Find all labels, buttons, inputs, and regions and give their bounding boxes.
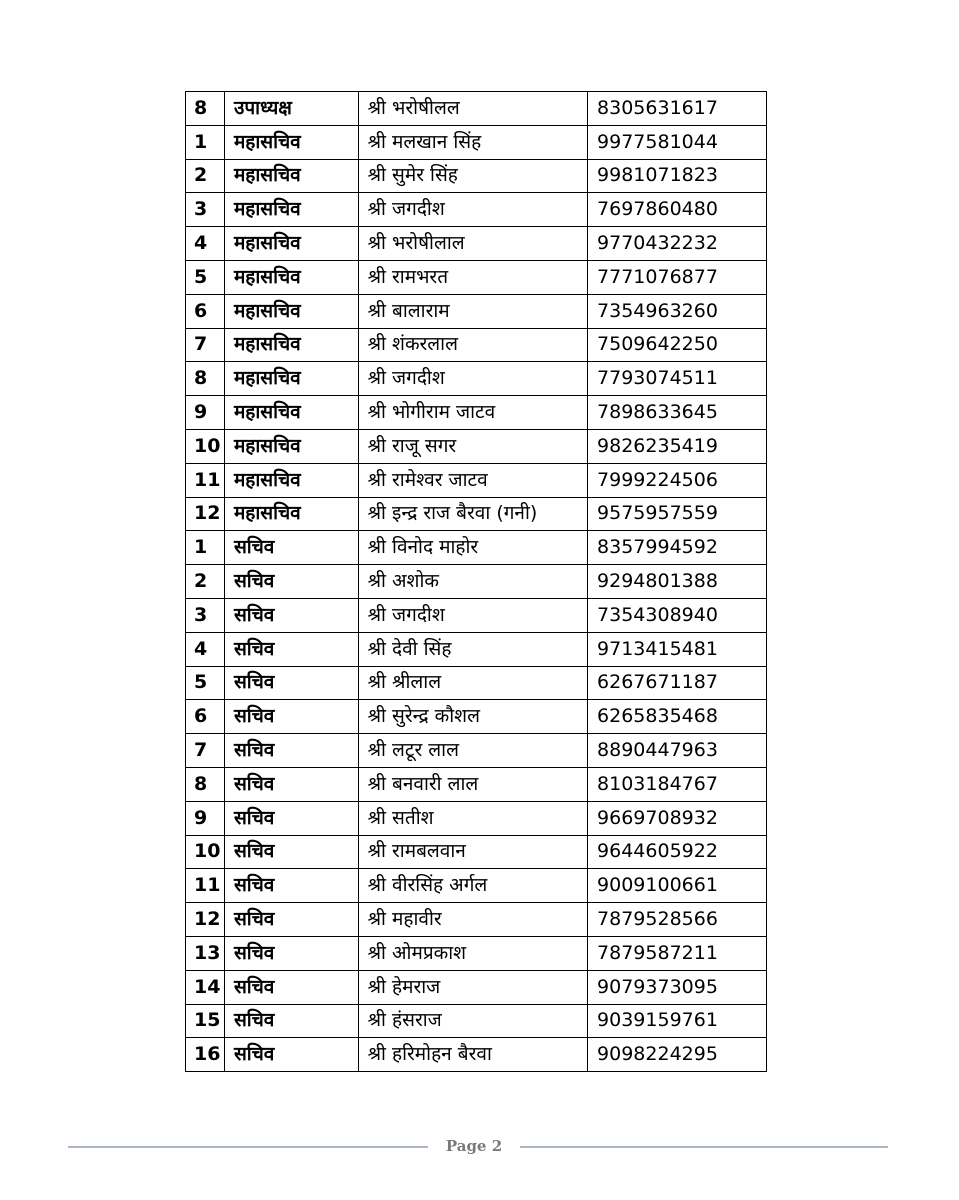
footer-divider-left — [68, 1146, 428, 1148]
post-cell: महासचिव — [224, 125, 358, 159]
serial-number-cell: 12 — [186, 903, 225, 937]
post-cell: महासचिव — [224, 227, 358, 261]
member-name-cell: श्री बनवारी लाल — [358, 767, 587, 801]
member-name-cell: श्री लटूर लाल — [358, 734, 587, 768]
phone-number-cell: 7999224506 — [588, 463, 767, 497]
serial-number-cell: 8 — [186, 362, 225, 396]
serial-number-cell: 9 — [186, 396, 225, 430]
table-row — [186, 396, 767, 430]
serial-number-cell: 2 — [186, 565, 225, 599]
member-name-cell: श्री जगदीश — [358, 362, 587, 396]
phone-number-cell: 9079373095 — [588, 970, 767, 1004]
phone-number-cell: 9981071823 — [588, 159, 767, 193]
table-row — [186, 598, 767, 632]
member-name-cell: श्री सुरेन्द्र कौशल — [358, 700, 587, 734]
table-row — [186, 700, 767, 734]
serial-number-cell: 8 — [186, 92, 225, 126]
phone-number-cell: 9977581044 — [588, 125, 767, 159]
post-cell: महासचिव — [224, 260, 358, 294]
member-name-cell: श्री राजू सगर — [358, 429, 587, 463]
footer-divider-right — [520, 1146, 888, 1148]
table-row — [186, 294, 767, 328]
member-name-cell: श्री भरोषीलाल — [358, 227, 587, 261]
member-name-cell: श्री अशोक — [358, 565, 587, 599]
post-cell: सचिव — [224, 565, 358, 599]
member-name-cell: श्री सतीश — [358, 801, 587, 835]
table-row — [186, 362, 767, 396]
table-row — [186, 666, 767, 700]
member-name-cell: श्री विनोद माहोर — [358, 531, 587, 565]
members-table-body — [186, 92, 767, 1072]
serial-number-cell: 5 — [186, 260, 225, 294]
table-row — [186, 835, 767, 869]
serial-number-cell: 16 — [186, 1038, 225, 1072]
phone-number-cell: 9009100661 — [588, 869, 767, 903]
serial-number-cell: 4 — [186, 632, 225, 666]
table-row — [186, 125, 767, 159]
phone-number-cell: 9039159761 — [588, 1004, 767, 1038]
post-cell: सचिव — [224, 835, 358, 869]
serial-number-cell: 7 — [186, 734, 225, 768]
post-cell: सचिव — [224, 801, 358, 835]
table-row — [186, 767, 767, 801]
table-row — [186, 193, 767, 227]
member-name-cell: श्री रामबलवान — [358, 835, 587, 869]
phone-number-cell: 8305631617 — [588, 92, 767, 126]
phone-number-cell: 9826235419 — [588, 429, 767, 463]
phone-number-cell: 7354308940 — [588, 598, 767, 632]
post-cell: महासचिव — [224, 362, 358, 396]
post-cell: महासचिव — [224, 396, 358, 430]
serial-number-cell: 11 — [186, 463, 225, 497]
table-row — [186, 1004, 767, 1038]
serial-number-cell: 9 — [186, 801, 225, 835]
phone-number-cell: 9098224295 — [588, 1038, 767, 1072]
phone-number-cell: 6265835468 — [588, 700, 767, 734]
phone-number-cell: 7771076877 — [588, 260, 767, 294]
post-cell: महासचिव — [224, 193, 358, 227]
post-cell: महासचिव — [224, 159, 358, 193]
serial-number-cell: 1 — [186, 125, 225, 159]
member-name-cell: श्री मलखान सिंह — [358, 125, 587, 159]
table-row — [186, 903, 767, 937]
member-name-cell: श्री इन्द्र राज बैरवा (गनी) — [358, 497, 587, 531]
member-name-cell: श्री सुमेर सिंह — [358, 159, 587, 193]
member-name-cell: श्री भोगीराम जाटव — [358, 396, 587, 430]
serial-number-cell: 13 — [186, 936, 225, 970]
member-name-cell: श्री हंसराज — [358, 1004, 587, 1038]
table-row — [186, 869, 767, 903]
post-cell: महासचिव — [224, 463, 358, 497]
serial-number-cell: 2 — [186, 159, 225, 193]
post-cell: सचिव — [224, 1004, 358, 1038]
post-cell: महासचिव — [224, 294, 358, 328]
table-row — [186, 92, 767, 126]
post-cell: महासचिव — [224, 328, 358, 362]
serial-number-cell: 3 — [186, 193, 225, 227]
member-name-cell: श्री जगदीश — [358, 598, 587, 632]
table-row — [186, 632, 767, 666]
post-cell: सचिव — [224, 734, 358, 768]
post-cell: सचिव — [224, 1038, 358, 1072]
serial-number-cell: 4 — [186, 227, 225, 261]
post-cell: सचिव — [224, 903, 358, 937]
phone-number-cell: 8357994592 — [588, 531, 767, 565]
serial-number-cell: 12 — [186, 497, 225, 531]
table-row — [186, 260, 767, 294]
phone-number-cell: 8890447963 — [588, 734, 767, 768]
phone-number-cell: 9669708932 — [588, 801, 767, 835]
serial-number-cell: 5 — [186, 666, 225, 700]
phone-number-cell: 7879528566 — [588, 903, 767, 937]
table-row — [186, 970, 767, 1004]
member-name-cell: श्री ओमप्रकाश — [358, 936, 587, 970]
serial-number-cell: 11 — [186, 869, 225, 903]
member-name-cell: श्री महावीर — [358, 903, 587, 937]
serial-number-cell: 8 — [186, 767, 225, 801]
phone-number-cell: 7793074511 — [588, 362, 767, 396]
phone-number-cell: 7354963260 — [588, 294, 767, 328]
page-number: Page 2 — [445, 1137, 503, 1155]
table-row — [186, 565, 767, 599]
member-name-cell: श्री हेमराज — [358, 970, 587, 1004]
post-cell: महासचिव — [224, 429, 358, 463]
member-name-cell: श्री जगदीश — [358, 193, 587, 227]
post-cell: सचिव — [224, 666, 358, 700]
member-name-cell: श्री भरोषीलल — [358, 92, 587, 126]
serial-number-cell: 7 — [186, 328, 225, 362]
phone-number-cell: 7509642250 — [588, 328, 767, 362]
member-name-cell: श्री रामेश्वर जाटव — [358, 463, 587, 497]
serial-number-cell: 3 — [186, 598, 225, 632]
table-row — [186, 227, 767, 261]
post-cell: उपाध्यक्ष — [224, 92, 358, 126]
phone-number-cell: 9575957559 — [588, 497, 767, 531]
phone-number-cell: 7697860480 — [588, 193, 767, 227]
table-row — [186, 734, 767, 768]
serial-number-cell: 10 — [186, 429, 225, 463]
post-cell: सचिव — [224, 936, 358, 970]
member-name-cell: श्री बालाराम — [358, 294, 587, 328]
table-row — [186, 159, 767, 193]
table-row — [186, 463, 767, 497]
post-cell: सचिव — [224, 970, 358, 1004]
serial-number-cell: 1 — [186, 531, 225, 565]
serial-number-cell: 10 — [186, 835, 225, 869]
table-row — [186, 531, 767, 565]
member-name-cell: श्री शंकरलाल — [358, 328, 587, 362]
table-row — [186, 801, 767, 835]
phone-number-cell: 7898633645 — [588, 396, 767, 430]
member-name-cell: श्री वीरसिंह अर्गल — [358, 869, 587, 903]
member-name-cell: श्री हरिमोहन बैरवा — [358, 1038, 587, 1072]
post-cell: सचिव — [224, 700, 358, 734]
phone-number-cell: 6267671187 — [588, 666, 767, 700]
table-row — [186, 497, 767, 531]
members-table — [185, 91, 767, 1072]
table-row — [186, 328, 767, 362]
page-footer — [68, 1136, 888, 1158]
member-name-cell: श्री रामभरत — [358, 260, 587, 294]
post-cell: सचिव — [224, 632, 358, 666]
serial-number-cell: 6 — [186, 700, 225, 734]
member-name-cell: श्री देवी सिंह — [358, 632, 587, 666]
serial-number-cell: 14 — [186, 970, 225, 1004]
post-cell: महासचिव — [224, 497, 358, 531]
serial-number-cell: 6 — [186, 294, 225, 328]
post-cell: सचिव — [224, 598, 358, 632]
member-name-cell: श्री श्रीलाल — [358, 666, 587, 700]
table-row — [186, 429, 767, 463]
phone-number-cell: 9713415481 — [588, 632, 767, 666]
serial-number-cell: 15 — [186, 1004, 225, 1038]
post-cell: सचिव — [224, 767, 358, 801]
phone-number-cell: 9644605922 — [588, 835, 767, 869]
post-cell: सचिव — [224, 869, 358, 903]
table-row — [186, 1038, 767, 1072]
table-row — [186, 936, 767, 970]
post-cell: सचिव — [224, 531, 358, 565]
phone-number-cell: 9770432232 — [588, 227, 767, 261]
phone-number-cell: 8103184767 — [588, 767, 767, 801]
phone-number-cell: 9294801388 — [588, 565, 767, 599]
phone-number-cell: 7879587211 — [588, 936, 767, 970]
